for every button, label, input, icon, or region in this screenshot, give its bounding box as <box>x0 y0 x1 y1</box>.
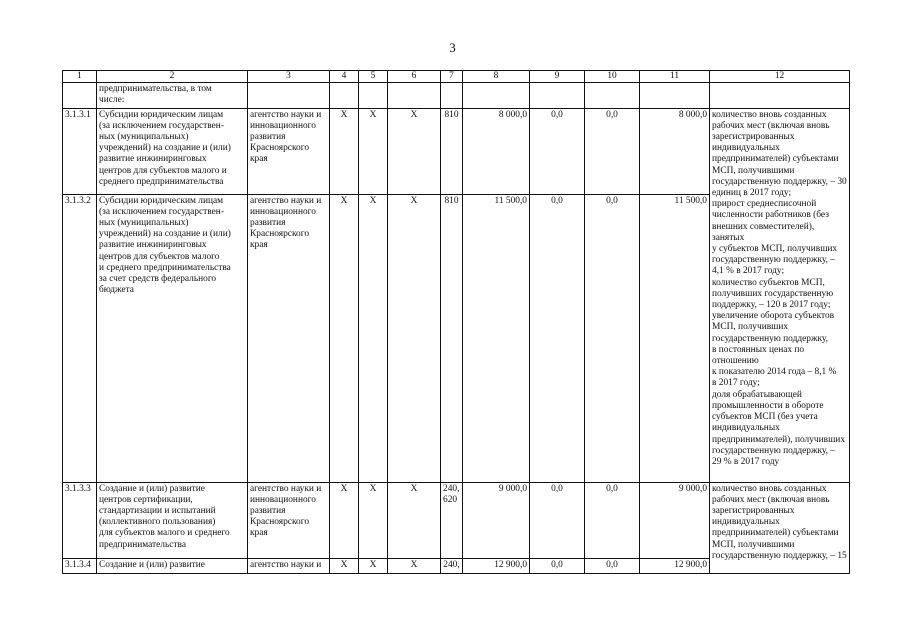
code-col-4: X <box>330 482 359 559</box>
col-number-9: 9 <box>530 71 585 83</box>
activity-name: Субсидии юридическим лицам (за исключением государствен- ных (муниципальных) учреждений) на создание и (или) развитие инжиниринговых центров для субъектов малого и среднего предпринимательства <box>97 108 248 194</box>
row-id: 3.1.3.2 <box>63 194 97 482</box>
executor: агентство науки и инновационного развития Красноярского края <box>248 108 330 194</box>
value-col-10: 0,0 <box>585 482 640 559</box>
executor: агентство науки и <box>248 559 330 574</box>
code-col-5: X <box>359 482 388 559</box>
table-row-3-1-3-1 <box>63 108 850 194</box>
value-col-11: 8 000,0 <box>640 108 710 194</box>
code-col-7: 240, <box>441 559 463 574</box>
expected-results-cell-2 <box>710 482 850 573</box>
cell-empty <box>63 83 97 108</box>
code-col-6: X <box>388 194 441 482</box>
value-col-9: 0,0 <box>530 108 585 194</box>
continuation-text: предпринимательства, в том числе: <box>97 83 248 108</box>
cell-empty <box>388 83 441 108</box>
activity-name: Создание и (или) развитие <box>97 559 248 574</box>
code-col-7: 810 <box>441 108 463 194</box>
cell-empty <box>640 83 710 108</box>
value-col-11: 9 000,0 <box>640 482 710 559</box>
code-col-6: X <box>388 559 441 574</box>
column-number-row <box>63 71 850 83</box>
col-number-10: 10 <box>585 71 640 83</box>
value-col-10: 0,0 <box>585 194 640 482</box>
value-col-9: 0,0 <box>530 559 585 574</box>
col-number-8: 8 <box>463 71 530 83</box>
code-col-4: X <box>330 108 359 194</box>
cell-empty <box>463 83 530 108</box>
col-number-4: 4 <box>330 71 359 83</box>
col-number-12: 12 <box>710 71 850 83</box>
code-col-4: X <box>330 559 359 574</box>
value-col-8: 9 000,0 <box>463 482 530 559</box>
activity-name: Субсидии юридическим лицам (за исключением государствен- ных (муниципальных) учреждений) на создание и (или) развитие инжиниринговых центров для субъектов малого и среднего предпринимательства за счет средств федерального бюджета <box>97 194 248 482</box>
code-col-6: X <box>388 108 441 194</box>
cell-empty <box>330 83 359 108</box>
program-activities-table <box>62 70 850 574</box>
code-col-4: X <box>330 194 359 482</box>
col-number-6: 6 <box>388 71 441 83</box>
cell-empty <box>710 83 850 108</box>
value-col-10: 0,0 <box>585 559 640 574</box>
value-col-10: 0,0 <box>585 108 640 194</box>
executor: агентство науки и инновационного развития Красноярского края <box>248 194 330 482</box>
value-col-8: 12 900,0 <box>463 559 530 574</box>
code-col-5: X <box>359 108 388 194</box>
col-number-11: 11 <box>640 71 710 83</box>
code-col-5: X <box>359 559 388 574</box>
cell-empty <box>585 83 640 108</box>
value-col-9: 0,0 <box>530 194 585 482</box>
col-number-1: 1 <box>63 71 97 83</box>
row-id: 3.1.3.1 <box>63 108 97 194</box>
cell-empty <box>441 83 463 108</box>
cell-empty <box>248 83 330 108</box>
page-number: 3 <box>449 40 456 55</box>
value-col-9: 0,0 <box>530 482 585 559</box>
continuation-row <box>63 83 850 108</box>
col-number-3: 3 <box>248 71 330 83</box>
row-id: 3.1.3.4 <box>63 559 97 574</box>
code-col-7: 810 <box>441 194 463 482</box>
value-col-8: 11 500,0 <box>463 194 530 482</box>
cell-empty <box>359 83 388 108</box>
cell-empty <box>530 83 585 108</box>
expected-results-2: количество вновь созданных рабочих мест (включая вновь зарегистрированных индивидуальных предпринимателей) субъектами МСП, получившими государственную поддержку, – 15 <box>712 483 847 561</box>
value-col-11: 11 500,0 <box>640 194 710 482</box>
executor: агентство науки и инновационного развития Красноярского края <box>248 482 330 559</box>
col-number-5: 5 <box>359 71 388 83</box>
value-col-11: 12 900,0 <box>640 559 710 574</box>
col-number-7: 7 <box>441 71 463 83</box>
code-col-7: 240, 620 <box>441 482 463 559</box>
col-number-2: 2 <box>97 71 248 83</box>
code-col-5: X <box>359 194 388 482</box>
expected-results-1: количество вновь созданных рабочих мест (включая вновь зарегистрированных индивидуальных предпринимателей) субъектами МСП, получившими государственную поддержку, – 30 единиц в 2017 году; прирост среднесписочной численности работников (без внешних совместителей), занятых у субъектов МСП, получивших государственную поддержку, – 4,1 % в 2017 году; количество субъектов МСП, получивших государственную поддержку, – 120 в 2017 году; увеличение оборота субъектов МСП, получивших государственную поддержку, в постоянных ценах по отношению к показателю 2014 года – 8,1 % в 2017 году; доля обрабатывающей промышленности в обороте субъектов МСП (без учета индивидуальных предпринимателей), получивших государственную поддержку, – 29 % в 2017 году <box>710 108 850 482</box>
code-col-6: X <box>388 482 441 559</box>
row-id: 3.1.3.3 <box>63 482 97 559</box>
value-col-8: 8 000,0 <box>463 108 530 194</box>
table-row-3-1-3-3 <box>63 482 850 559</box>
activity-name: Создание и (или) развитие центров сертификации, стандартизации и испытаний (коллективного пользования) для субъектов малого и среднего предпринимательства <box>97 482 248 559</box>
